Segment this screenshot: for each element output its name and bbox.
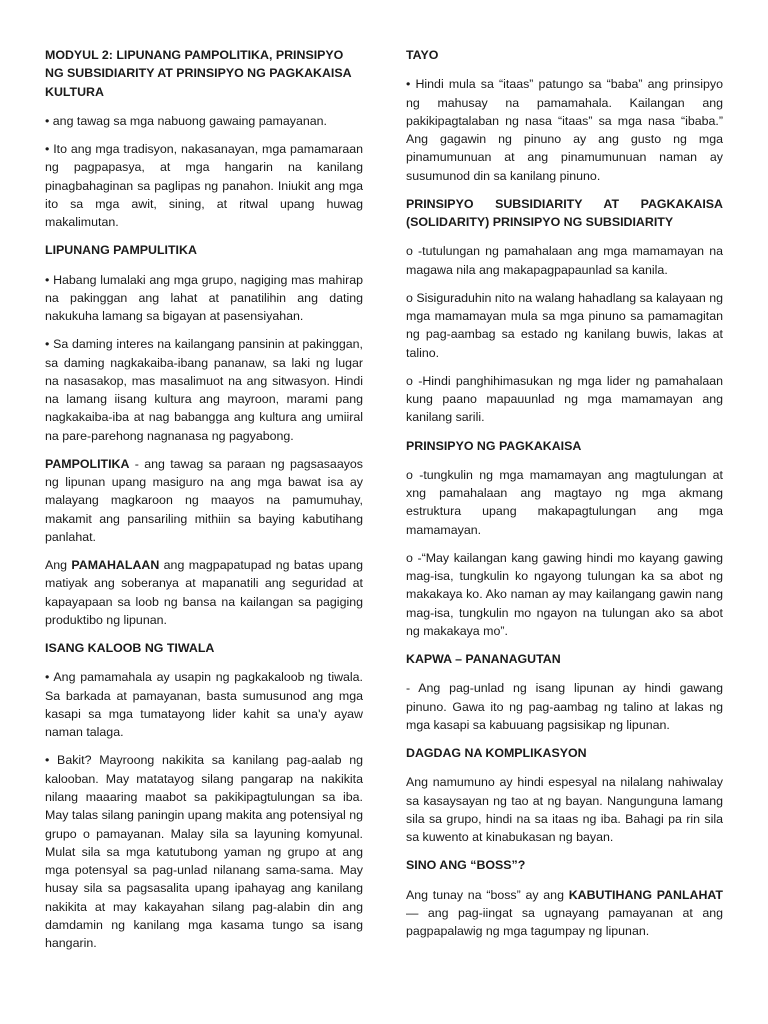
paragraph-hindi-panghihimasukan: o -Hindi panghihimasukan ng mga lider ng pamahalaan kung paano mapauunlad ng mga mamamayan ang kanilang sarili.: [406, 373, 723, 425]
term-pampolitika: PAMPOLITIKA: [45, 456, 130, 471]
paragraph-may-kailangan: o -“May kailangan kang gawing hindi mo kayang gawing mag-isa, tungkulin ko ngayong tulungan ka sa abot ng makakaya ko. Ako naman ay may kailangang gawin nang mag-isa, tungkulin mo ngayon na tulungan ako sa abot ng makakaya mo”.: [406, 550, 723, 638]
heading-prinsipyo-subsidiarity: PRINSIPYO SUBSIDIARITY AT PAGKAKAISA (SOLIDARITY) PRINSIPYO NG SUBSIDIARITY: [406, 196, 723, 230]
paragraph-bakit: • Bakit? Mayroong nakikita sa kanilang pag-aalab ng kalooban. May matatayog silang pangarap na nakikita nilang maaaring maabot sa pakikipagtulungan sa iba. May talas silang paningin upang makita ang potensiyal ng grupo o pamayanan. Malay sila sa layuning komyunal. Mulat sila sa mga katutubong yaman ng grupo at ang mga potensyal sa pag-unlad nilanang sama-sama. May husay sila sa pagsasalita upang ipahayag ang kanilang nakikita at may kakayahan silang pag-alabin din ang damdamin ng kanilang mga kasama tungo sa isang hangarin.: [45, 753, 363, 951]
paragraph-sisiguraduhin: o Sisiguraduhin nito na walang hahadlang sa kalayaan ng mga mamamayan mula sa mga pinuno sa pamamagitan ng pag-aambag sa estado ng kanilang buwis, lakas at talino.: [406, 290, 723, 360]
boss-prefix: Ang tunay na “boss” ay ang: [406, 887, 569, 902]
heading-lipunang-pampulitika: LIPUNANG PAMPULITIKA: [45, 243, 197, 258]
module-title: MODYUL 2: LIPUNANG PAMPOLITIKA, PRINSIPYO NG SUBSIDIARITY AT PRINSIPYO NG PAGKAKAISA KULTURA: [45, 48, 352, 99]
paragraph-pag-unlad: - Ang pag-unlad ng isang lipunan ay hindi gawang pinuno. Gawa ito ng pag-aambag ng talino at lakas ng mga kasapi sa kabuuang pagsisikap ng lipunan.: [406, 681, 723, 732]
term-kabutihang-panlahat: KABUTIHANG PANLAHAT: [568, 887, 724, 902]
heading-isang-kaloob: ISANG KALOOB NG TIWALA: [45, 641, 215, 656]
paragraph-pamamahala-tiwala: • Ang pamamahala ay usapin ng pagkakaloob ng tiwala. Sa barkada at pamayanan, basta sumusunod ang mga kasapi sa mga tumatayong lider kahit sa una'y ayaw naman talaga.: [45, 670, 363, 740]
paragraph-tutulungan: o -tutulungan ng pamahalaan ang mga mamamayan na magawa nila ang makapagpapaunlad sa kanila.: [406, 244, 723, 277]
pamahalaan-prefix: Ang: [45, 558, 72, 573]
paragraph-lumalaki-grupo: • Habang lumalaki ang mga grupo, nagiging mas mahirap na pakinggan ang lahat at panatilihin ang dating nakukuha lamang sa bigayan at pasensiyahan.: [45, 272, 363, 324]
pampolitika-definition: - ang tawag sa paraan ng pagsasaayos ng lipunan upang masiguro na ang mga bawat isa ay malayang magkaroon ng maayos na pamumuhay, makamit ang pansariling mithiin sa baying kabutihang panlahat.: [45, 456, 363, 545]
pamahalaan-definition: ang magpapatupad ng batas upang matiyak ang soberanya at mapanatili ang seguridad at kapayapaan sa loob ng bansa na kailangan sa pagiging produktibo ng lipunan.: [45, 558, 364, 627]
paragraph-itaas-baba: • Hindi mula sa “itaas” patungo sa “baba” ang prinsipyo ng mahusay na pamamahala. Kailangan ang pakikipagtalaban ng nasa “itaas” sa mga nasa “ibaba.” Ang gagawin ng pinuno ay ang gusto ng mga pinamumunuan at ang pinamumunuan naman ay susumunod din sa kanilang pinuno.: [406, 77, 723, 183]
paragraph-tradisyon: • Ito ang mga tradisyon, nakasanayan, mga pamamaraan ng pagpapasya, at mga hangarin na kanilang pinagbahaginan sa paglipas ng panahon. Iniukit ang mga ito sa mga awit, sining, at ritwal upang huwag makalimutan.: [45, 141, 363, 230]
heading-sino-ang-boss: SINO ANG “BOSS”?: [406, 858, 526, 873]
heading-dagdag-komplikasyon: DAGDAG NA KOMPLIKASYON: [406, 746, 587, 761]
paragraph-namumuno: Ang namumuno ay hindi espesyal na nilalang nahiwalay sa kasaysayan ng tao at ng bayan. Nangunguna lamang sila sa grupo, hindi na sa itaas ng iba. Bahagi pa rin sila sa kuwento at kinabukasan ng bayan.: [406, 775, 723, 845]
paragraph-tungkulin: o -tungkulin ng mga mamamayan ang magtulungan at xng pamahalaan ang magtayo ng mga akmang estruktura upang makapagtulungan ang mga mamamayan.: [406, 467, 723, 537]
boss-definition: — ang pag-iingat sa ugnayang pamayanan at ang pagpapalawig ng mga tagumpay ng lipunan.: [406, 905, 723, 939]
paragraph-pamahalaan: [45, 556, 363, 629]
left-column: [45, 46, 363, 953]
paragraph-kultura-definition: • ang tawag sa mga nabuong gawaing pamayanan.: [45, 113, 327, 128]
right-column: [406, 46, 723, 941]
paragraph-pampolitika: [45, 455, 363, 546]
heading-kapwa-pananagutan: KAPWA – PANANAGUTAN: [406, 652, 561, 667]
paragraph-tunay-na-boss: [406, 886, 723, 941]
heading-prinsipyo-pagkakaisa: PRINSIPYO NG PAGKAKAISA: [406, 438, 582, 453]
heading-tayo: TAYO: [406, 48, 439, 62]
term-pamahalaan: PAMAHALAAN: [71, 558, 160, 573]
paragraph-daming-interes: • Sa daming interes na kailangang pansinin at pakinggan, sa daming nagkakaiba-ibang pananaw, sa laki ng lugar na nasasakop, mas masalimuot na ang sitwasyon. Hindi na lamang iisang kultura ang mayroon, marami pang nagkakaiba-iba at nag babangga ang kultura ang umiiral na pare-parehong nagnanasa ng pagyabong.: [45, 337, 363, 443]
